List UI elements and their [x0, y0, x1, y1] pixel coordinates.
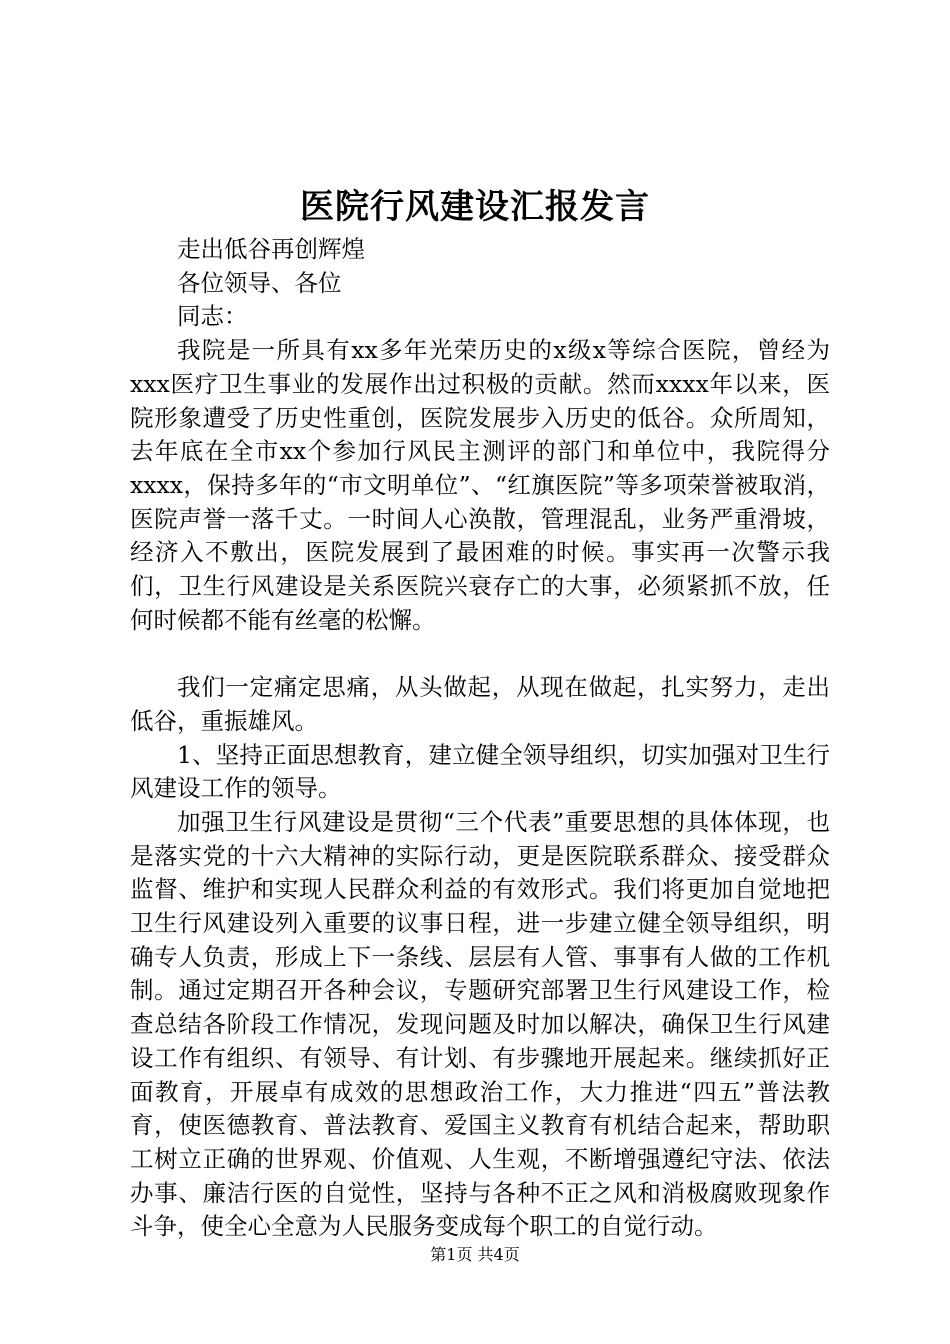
- body-paragraph: 我院是一所具有xx多年光荣历史的x级x等综合医院，曾经为xxx医疗卫生事业的发展作出过积极的贡献。然而xxxx年以来，医院形象遭受了历史性重创，医院发展步入历史的低谷。众所周知，去年底在全市xx个参加行风民主测评的部门和单位中，我院得分xxxx，保持多年的“市文明单位”、“红旗医院”等多项荣誉被取消，医院声誉一落千丈。一时间人心涣散，管理混乱，业务严重滑坡，经济入不敷出，医院发展到了最困难的时候。事实再一次警示我们，卫生行风建设是关系医院兴衰存亡的大事，必须紧抓不放，任何时候都不能有丝毫的松懈。: [130, 336, 830, 634]
- section-heading: 1、坚持正面思想教育，建立健全领导组织，切实加强对卫生行风建设工作的领导。: [130, 740, 830, 803]
- page-number-footer: 第1页 共4页: [430, 1245, 520, 1264]
- subtitle-line: 走出低谷再创辉煌: [177, 235, 365, 263]
- document-title: 医院行风建设汇报发言: [300, 187, 650, 227]
- body-paragraph: 我们一定痛定思痛，从头做起，从现在做起，扎实努力，走出低谷，重振雄风。: [130, 673, 830, 735]
- salutation-line: 同志：: [177, 302, 248, 331]
- salutation-line: 各位领导、各位: [177, 268, 342, 297]
- document-body: [130, 233, 830, 1244]
- body-paragraph: 加强卫生行风建设是贯彻“三个代表”重要思想的具体体现，也是落实党的十六大精神的实际行动，更是医院联系群众、接受群众监督、维护和实现人民群众利益的有效形式。我们将更加自觉地把卫生行风建设列入重要的议事日程，进一步建立健全领导组织，明确专人负责，形成上下一条线、层层有人管、事事有人做的工作机制。通过定期召开各种会议，专题研究部署卫生行风建设工作，检查总结各阶段工作情况，发现问题及时加以解决，确保卫生行风建设工作有组织、有领导、有计划、有步骤地开展起来。继续抓好正面教育，开展卓有成效的思想政治工作，大力推进“四五”普法教育，使医德教育、普法教育、爱国主义教育有机结合起来，帮助职工树立正确的世界观、价值观、人生观，不断增强遵纪守法、依法办事、廉洁行医的自觉性，坚持与各种不正之风和消极腐败现象作斗争，使全心全意为人民服务变成每个职工的自觉行动。: [130, 807, 830, 1241]
